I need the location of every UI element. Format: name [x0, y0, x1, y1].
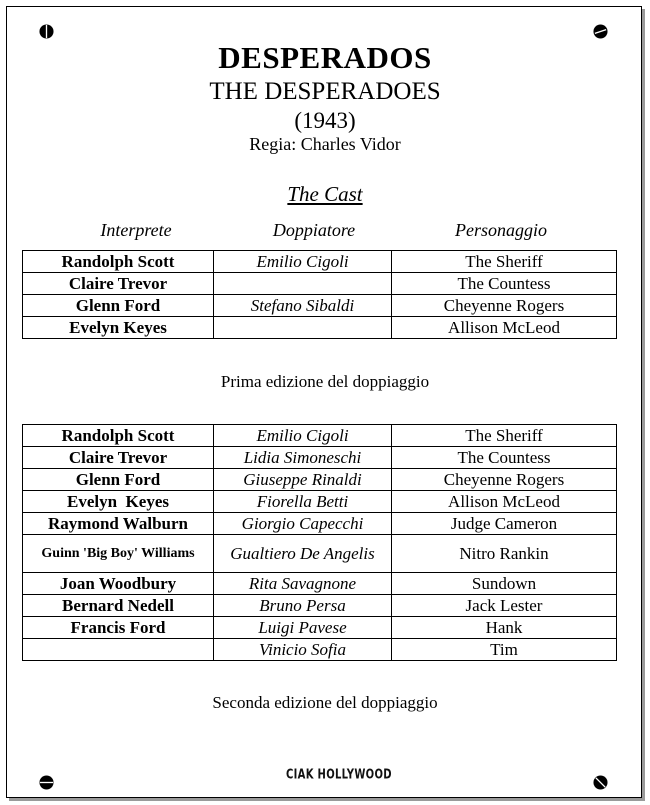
table-row: [23, 639, 617, 661]
character-cell: Allison McLeod: [392, 491, 617, 513]
voice-cell: Fiorella Betti: [214, 491, 392, 513]
actor-cell: Evelyn Keyes: [23, 491, 214, 513]
actor-cell: Claire Trevor: [23, 447, 214, 469]
voice-cell: [214, 273, 392, 295]
character-cell: Judge Cameron: [392, 513, 617, 535]
table-row: [23, 295, 617, 317]
character-cell: Cheyenne Rogers: [392, 295, 617, 317]
voice-cell: Giuseppe Rinaldi: [214, 469, 392, 491]
screw-icon-top-right: [593, 24, 608, 39]
voice-cell: Gualtiero De Angelis: [214, 535, 392, 573]
table-row: [23, 469, 617, 491]
voice-cell: Stefano Sibaldi: [214, 295, 392, 317]
character-cell: The Countess: [392, 273, 617, 295]
voice-cell: Bruno Persa: [214, 595, 392, 617]
first-edition-caption: Prima edizione del doppiaggio: [220, 372, 430, 391]
character-cell: Tim: [392, 639, 617, 661]
character-cell: Jack Lester: [392, 595, 617, 617]
table-row: [23, 425, 617, 447]
screw-icon-bottom-left: [39, 775, 54, 790]
release-year: (1943): [294, 108, 356, 133]
voice-cell: Rita Savagnone: [214, 573, 392, 595]
actor-cell: Evelyn Keyes: [23, 317, 214, 339]
table-row: [23, 617, 617, 639]
table-row: [23, 595, 617, 617]
character-cell: Cheyenne Rogers: [392, 469, 617, 491]
actor-cell: Randolph Scott: [23, 251, 214, 273]
original-title: THE DESPERADOES: [209, 78, 441, 105]
voice-cell: Emilio Cigoli: [214, 251, 392, 273]
character-cell: The Sheriff: [392, 425, 617, 447]
actor-cell: Bernard Nedell: [23, 595, 214, 617]
screw-icon-top-left: [39, 24, 54, 39]
actor-cell: Randolph Scott: [23, 425, 214, 447]
table-row: [23, 535, 617, 573]
director-line: Regia: Charles Vidor: [249, 134, 401, 154]
voice-cell: [214, 317, 392, 339]
table-row: [23, 251, 617, 273]
character-cell: The Sheriff: [392, 251, 617, 273]
first-edition-table: [22, 250, 617, 339]
column-header-actor: Interprete: [100, 220, 172, 240]
second-edition-caption: Seconda edizione del doppiaggio: [212, 693, 438, 712]
ciak-hollywood-logo: CIAK HOLLYWOOD: [286, 768, 392, 783]
actor-cell: Glenn Ford: [23, 295, 214, 317]
second-edition-table: [22, 424, 617, 661]
actor-cell: Guinn 'Big Boy' Williams: [23, 535, 214, 573]
table-row: [23, 573, 617, 595]
actor-cell: Francis Ford: [23, 617, 214, 639]
voice-cell: Giorgio Capecchi: [214, 513, 392, 535]
character-cell: Sundown: [392, 573, 617, 595]
character-cell: Hank: [392, 617, 617, 639]
voice-cell: Lidia Simoneschi: [214, 447, 392, 469]
voice-cell: Emilio Cigoli: [214, 425, 392, 447]
voice-cell: Luigi Pavese: [214, 617, 392, 639]
column-header-character: Personaggio: [455, 220, 547, 240]
table-row: [23, 491, 617, 513]
character-cell: The Countess: [392, 447, 617, 469]
table-row: [23, 317, 617, 339]
column-header-voice: Doppiatore: [272, 220, 356, 240]
table-row: [23, 513, 617, 535]
character-cell: Allison McLeod: [392, 317, 617, 339]
voice-cell: Vinicio Sofia: [214, 639, 392, 661]
actor-cell: [23, 639, 214, 661]
screw-icon-bottom-right: [593, 775, 608, 790]
table-row: [23, 273, 617, 295]
actor-cell: Glenn Ford: [23, 469, 214, 491]
cast-heading: The Cast: [287, 182, 363, 206]
actor-cell: Raymond Walburn: [23, 513, 214, 535]
character-cell: Nitro Rankin: [392, 535, 617, 573]
actor-cell: Claire Trevor: [23, 273, 214, 295]
table-row: [23, 447, 617, 469]
film-title: DESPERADOS: [218, 40, 432, 75]
actor-cell: Joan Woodbury: [23, 573, 214, 595]
